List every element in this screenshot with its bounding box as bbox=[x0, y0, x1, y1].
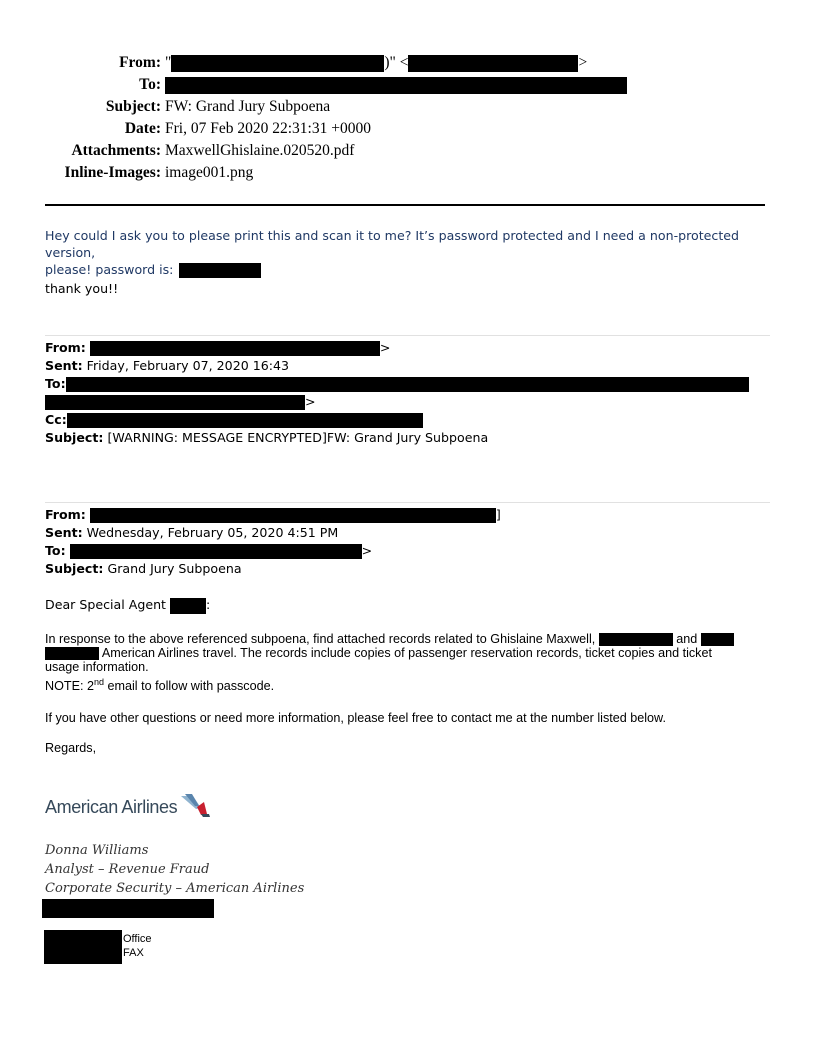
redaction bbox=[42, 899, 214, 918]
forward1-sent: Sent: Friday, February 07, 2020 16:43 bbox=[45, 358, 290, 373]
redaction bbox=[179, 263, 261, 278]
message-body bbox=[45, 227, 775, 278]
header-date-label: Date: bbox=[124, 120, 161, 137]
letter-paragraph-2: If you have other questions or need more information, please feel free to contact me at the number listed below. bbox=[45, 711, 666, 725]
letter-note: NOTE: 2nd email to follow with passcode. bbox=[45, 677, 275, 694]
header-from-label: From: bbox=[119, 54, 161, 71]
letter-greeting: Dear Special Agent : bbox=[45, 597, 211, 612]
redaction bbox=[44, 930, 122, 964]
header-attachments-label: Attachments: bbox=[71, 142, 161, 159]
message-line-1: Hey could I ask you to please print this and scan it to me? It’s password protected and I need a non-protected version, bbox=[45, 228, 740, 260]
american-airlines-logo bbox=[45, 792, 211, 818]
message-line-2: please! password is: bbox=[45, 261, 775, 278]
redaction bbox=[66, 377, 749, 392]
redaction bbox=[171, 55, 384, 72]
redaction bbox=[90, 508, 496, 523]
signature-fax-label: FAX bbox=[123, 947, 144, 959]
redaction bbox=[165, 77, 627, 94]
redaction bbox=[45, 395, 305, 410]
flight-symbol-icon bbox=[179, 792, 211, 818]
forward-divider bbox=[45, 335, 770, 336]
forward1-cc: Cc: bbox=[45, 411, 423, 429]
header-divider bbox=[45, 204, 765, 206]
forward1-from: From: > bbox=[45, 340, 391, 355]
signature-office-label: Office bbox=[123, 933, 152, 945]
redaction bbox=[599, 633, 673, 646]
forward2-sent: Sent: Wednesday, February 05, 2020 4:51 PM bbox=[45, 525, 339, 540]
header-subject-value: FW: Grand Jury Subpoena bbox=[165, 98, 331, 115]
redaction bbox=[67, 413, 423, 428]
forward2-from: From: ] bbox=[45, 507, 501, 522]
header-inline-images-label: Inline-Images: bbox=[64, 164, 161, 181]
signature-title: Analyst – Revenue Fraud bbox=[45, 862, 210, 877]
redaction bbox=[90, 341, 380, 356]
letter-paragraph-1: In response to the above referenced subpoena, find attached records related to Ghislaine Maxwell, and American Airlines travel. The records include copies of passenger reservation records, ticket copies and ticket usage information. NOTE: 2nd email to follow with passcode. bbox=[45, 632, 775, 694]
thanks-text: thank you!! bbox=[45, 281, 119, 296]
logo-text: American Airlines bbox=[45, 797, 178, 817]
forward2-subject: Subject: Grand Jury Subpoena bbox=[45, 561, 242, 576]
header-from-value: " )" < > bbox=[165, 54, 588, 71]
attachment-link[interactable]: MaxwellGhislaine.020520.pdf bbox=[165, 142, 355, 159]
forward-divider bbox=[45, 502, 770, 503]
inline-image-link[interactable]: image001.png bbox=[165, 164, 254, 181]
redaction bbox=[70, 544, 362, 559]
forward1-to: To: bbox=[45, 375, 749, 393]
redaction bbox=[408, 55, 578, 72]
header-subject-label: Subject: bbox=[105, 98, 161, 115]
forward1-to-cont: > bbox=[45, 393, 316, 411]
signature-name: Donna Williams bbox=[45, 843, 149, 858]
forward2-to: To: > bbox=[45, 543, 373, 558]
signature-department: Corporate Security – American Airlines bbox=[45, 881, 305, 896]
redaction bbox=[701, 633, 734, 646]
redaction bbox=[170, 598, 206, 614]
redaction bbox=[45, 647, 99, 660]
header-to-label: To: bbox=[139, 76, 161, 93]
forward1-subject: Subject: [WARNING: MESSAGE ENCRYPTED]FW: Grand Jury Subpoena bbox=[45, 430, 489, 445]
letter-regards: Regards, bbox=[45, 741, 97, 755]
header-date-value: Fri, 07 Feb 2020 22:31:31 +0000 bbox=[165, 120, 371, 137]
